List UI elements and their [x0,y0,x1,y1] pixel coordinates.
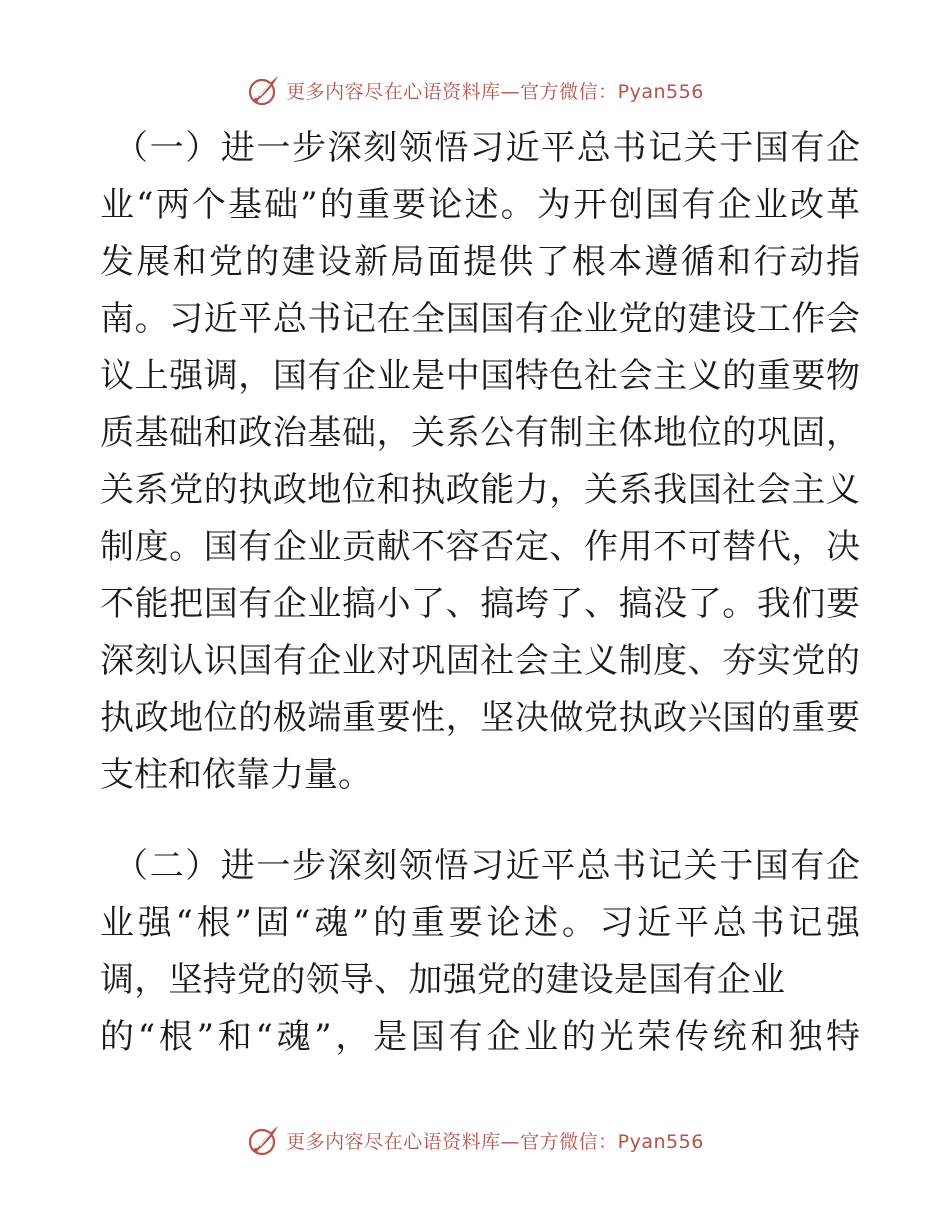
text-line: 执政地位的极端重要性，坚决做党执政兴国的重要 [100,698,860,738]
text-line: 南。习近平总书记在全国国有企业党的建设工作会 [100,299,860,339]
document-body [100,120,860,1066]
text-line: 制度。国有企业贡献不容否定、作用不可替代，决 [100,527,860,567]
text-line: 发展和党的建设新局面提供了根本遵循和行动指 [100,242,860,282]
text-line: （一）进一步深刻领悟习近平总书记关于国有企 [114,128,860,168]
text-line: 的“根”和“魂”，是国有企业的光荣传统和独特 [100,1017,860,1057]
text-line: （二）进一步深刻领悟习近平总书记关于国有企 [114,846,860,886]
text-line-content: 调，坚持党的领导、加强党的建设是国有企业 [100,960,785,1000]
text-line: 议上强调，国有企业是中国特色社会主义的重要物 [100,356,860,396]
quill-feather-logo-icon [246,72,282,108]
text-line: 支柱和依靠力量。 [100,755,372,795]
text-line: 质基础和政治基础，关系公有制主体地位的巩固， [100,413,860,453]
footer-watermark-banner [0,1120,950,1160]
text-line: 业强“根”固“魂”的重要论述。习近平总书记强 [100,903,860,943]
text-line: 关系党的执政地位和执政能力，关系我国社会主义 [100,470,860,510]
header-watermark-banner [0,70,950,110]
footer-watermark-text: 更多内容尽在心语资料库—官方微信：Pyan556 [286,1130,704,1153]
text-line: 深刻认识国有企业对巩固社会主义制度、夯实党的 [100,641,860,681]
text-line [100,952,785,1009]
quill-feather-logo-icon [246,1122,282,1158]
text-line: 不能把国有企业搞小了、搞垮了、搞没了。我们要 [100,584,860,624]
paragraph-1 [100,120,860,804]
paragraph-2 [100,838,860,1066]
text-line: 业“两个基础”的重要论述。为开创国有企业改革 [100,185,860,225]
header-watermark-text: 更多内容尽在心语资料库—官方微信：Pyan556 [286,80,704,103]
paragraph-gap [100,804,860,838]
